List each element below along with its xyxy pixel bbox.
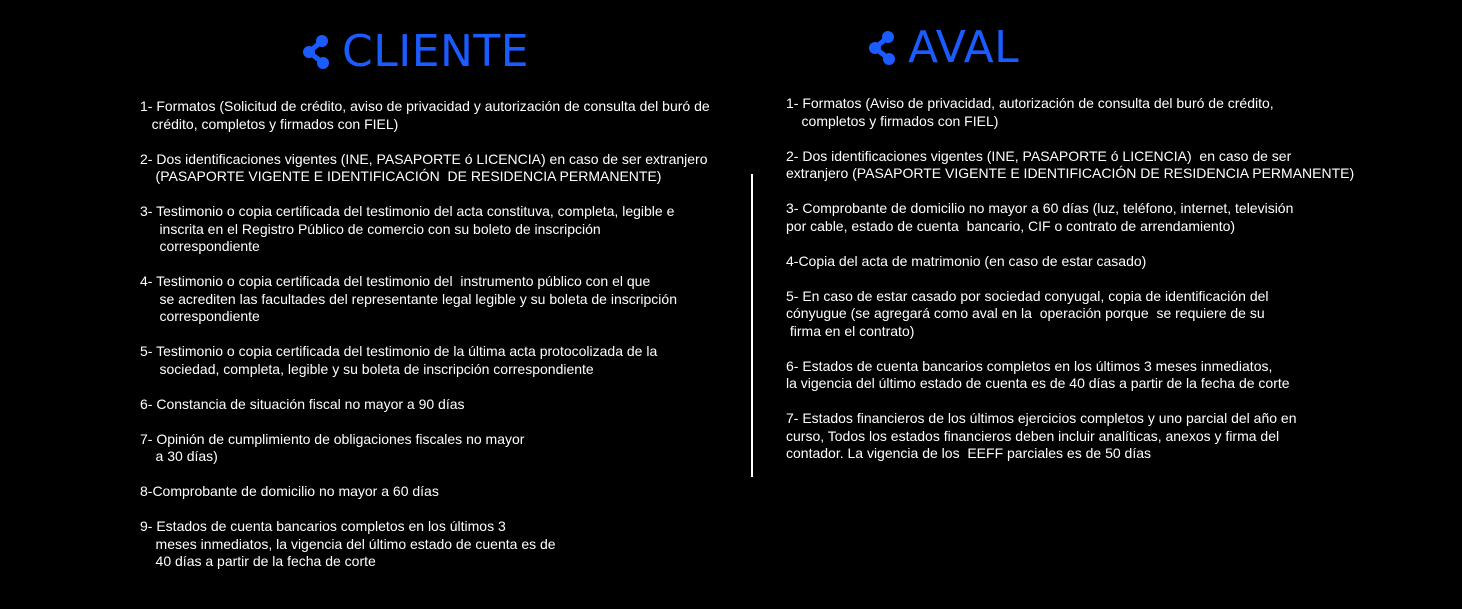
list-item-line: 9- Estados de cuenta bancarios completos en los últimos 3 xyxy=(140,518,506,534)
cliente-title: CLIENTE xyxy=(342,26,530,77)
aval-title: AVAL xyxy=(908,22,1020,73)
aval-header xyxy=(866,22,1020,73)
list-item-line: extranjero (PASAPORTE VIGENTE E IDENTIFICACIÓN DE RESIDENCIA PERMANENTE) xyxy=(786,165,1355,181)
list-item-line: (PASAPORTE VIGENTE E IDENTIFICACIÓN DE RESIDENCIA PERMANENTE) xyxy=(140,168,662,184)
list-item xyxy=(786,148,1354,183)
list-item xyxy=(140,431,710,466)
list-item xyxy=(140,483,710,501)
cliente-requirements-list xyxy=(140,98,710,588)
list-item xyxy=(786,95,1354,130)
list-item-line: a 30 días) xyxy=(140,448,218,464)
list-item xyxy=(786,410,1354,463)
list-item-line: correspondiente xyxy=(140,238,260,254)
list-item xyxy=(786,358,1354,393)
list-item-line: 2- Dos identificaciones vigentes (INE, PASAPORTE ó LICENCIA) en caso de ser xyxy=(786,147,1292,164)
list-item-line: 3- Comprobante de domicilio no mayor a 60 días (luz, teléfono, internet, televisión xyxy=(786,200,1294,216)
list-item xyxy=(786,200,1354,235)
list-item-line: la vigencia del último estado de cuenta es de 40 días a partir de la fecha de corte xyxy=(786,375,1290,391)
list-item-line: 1- Formatos (Aviso de privacidad, autorización de consulta del buró de crédito, xyxy=(786,95,1274,111)
list-item-line: contador. La vigencia de los EEFF parciales es de 50 días xyxy=(786,445,1151,461)
list-item-line: 7- Opinión de cumplimiento de obligaciones fiscales no mayor xyxy=(140,430,525,447)
list-item-line: 6- Constancia de situación fiscal no mayor a 90 días xyxy=(140,395,465,412)
list-item xyxy=(140,518,710,571)
list-item-line: 1- Formatos (Solicitud de crédito, aviso de privacidad y autorización de consulta del buró de xyxy=(140,98,710,114)
list-item xyxy=(786,288,1354,341)
list-item-line: 40 días a partir de la fecha de corte xyxy=(140,553,376,569)
list-item-line: correspondiente xyxy=(140,308,260,324)
list-item-line: 3- Testimonio o copia certificada del testimonio del acta constituva, completa, legible e xyxy=(140,203,675,219)
list-item xyxy=(140,343,710,378)
list-item-line: 4- Testimonio o copia certificada del testimonio del instrumento público con el que xyxy=(140,273,651,289)
list-item-line: firma en el contrato) xyxy=(786,322,915,339)
list-item xyxy=(140,98,710,133)
list-item xyxy=(140,396,710,414)
list-item-line: 8-Comprobante de domicilio no mayor a 60 días xyxy=(140,483,439,499)
list-item-line: se acrediten las facultades del representante legal legible y su boleta de inscripción xyxy=(140,290,677,307)
list-item-line: cónyugue (se agregará como aval en la operación porque se requiere de su xyxy=(786,305,1265,321)
list-item-line: completos y firmados con FIEL) xyxy=(786,112,999,129)
aval-requirements-list xyxy=(786,95,1354,480)
list-item-line: por cable, estado de cuenta bancario, CIF o contrato de arrendamiento) xyxy=(786,217,1236,234)
list-item-line: meses inmediatos, la vigencia del último estado de cuenta es de xyxy=(140,535,556,552)
list-item-line: 4-Copia del acta de matrimonio (en caso de estar casado) xyxy=(786,252,1147,269)
share-nodes-icon xyxy=(300,32,332,72)
list-item-line: 2- Dos identificaciones vigentes (INE, PASAPORTE ó LICENCIA) en caso de ser extranjero xyxy=(140,150,708,167)
list-item-line: 7- Estados financieros de los últimos ejercicios completos y uno parcial del año en xyxy=(786,410,1297,426)
list-item-line: 6- Estados de cuenta bancarios completos en los últimos 3 meses inmediatos, xyxy=(786,357,1273,374)
cliente-header xyxy=(300,26,530,77)
share-nodes-icon xyxy=(866,28,898,68)
list-item-line: crédito, completos y firmados con FIEL) xyxy=(140,115,399,132)
list-item-line: 5- En caso de estar casado por sociedad conyugal, copia de identificación del xyxy=(786,287,1269,304)
list-item-line: 5- Testimonio o copia certificada del testimonio de la última acta protocolizada de la xyxy=(140,343,658,359)
list-item-line: sociedad, completa, legible y su boleta de inscripción correspondiente xyxy=(140,360,594,377)
column-divider xyxy=(751,174,753,477)
list-item-line: inscrita en el Registro Público de comercio con su boleto de inscripción xyxy=(140,220,601,237)
list-item xyxy=(140,151,710,186)
list-item xyxy=(140,203,710,256)
list-item xyxy=(140,273,710,326)
list-item-line: curso, Todos los estados financieros deben incluir analíticas, anexos y firma del xyxy=(786,427,1280,444)
list-item xyxy=(786,253,1354,271)
